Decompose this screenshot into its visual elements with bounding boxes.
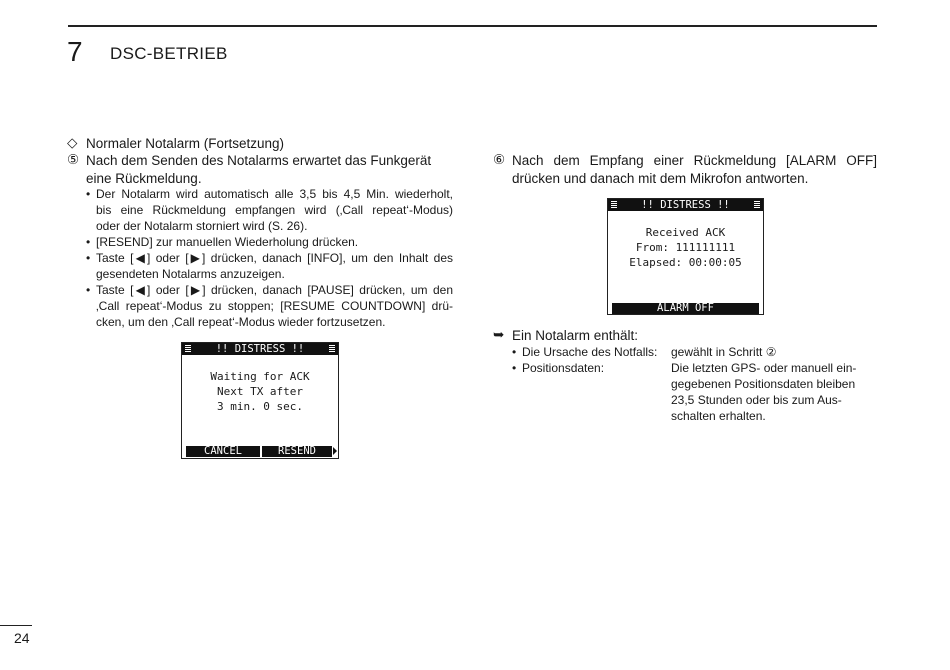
resend-softkey[interactable]: RESEND [262, 446, 332, 457]
lcd-line: Next TX after [216, 385, 304, 398]
lcd-line: Waiting for ACK [210, 370, 310, 383]
bullet-dot: • [86, 251, 91, 265]
note-arrow-icon: ➥ [493, 327, 505, 342]
step-5-number: ⑤ [67, 152, 80, 167]
bullet-item [96, 282, 453, 330]
lcd-line: 3 min. 0 sec. [216, 400, 304, 413]
item-label: Positionsdaten: [522, 361, 605, 375]
menu-icon [611, 201, 617, 209]
menu-icon [329, 345, 335, 353]
bullet-item [96, 186, 453, 234]
scroll-right-icon [333, 447, 337, 455]
step-6-line: drücken und danach mit dem Mikrofon antworten. [512, 171, 809, 186]
bullet-line: [RESEND] zur manuellen Wiederholung drücken. [96, 235, 359, 249]
step-5-text [86, 152, 453, 188]
alarm-off-softkey[interactable]: ALARM OFF [612, 303, 759, 314]
lcd-screen-ack [607, 198, 764, 315]
bullet-dot: • [512, 345, 517, 359]
note-title: Ein Notalarm enthält: [512, 328, 639, 343]
bullet-dot: • [512, 361, 517, 375]
bullet-line: cken, um den ‚Call repeat‘-Modus wieder fortzusetzen. [96, 315, 386, 329]
item-value [671, 360, 877, 424]
bullet-line: ‚Call repeat‘-Modus zu stoppen; [RESUME COUNTDOWN] drü- [96, 299, 453, 313]
bullet-line: Der Notalarm wird automatisch alle 3,5 bis 4,5 Min. wiederholt, [96, 187, 453, 201]
menu-icon [185, 345, 191, 353]
lcd-title-bar [608, 199, 763, 211]
diamond-icon: ◇ [67, 135, 78, 150]
bullet-dot: • [86, 187, 91, 201]
step-5-line: Nach dem Senden des Notalarms erwartet das Funkgerät [86, 153, 432, 168]
item-line: 23,5 Stunden oder bis zum Aus- [671, 393, 842, 407]
lcd-line: From: 111111111 [635, 241, 736, 254]
footer-rule [0, 625, 32, 626]
lcd-title: !! DISTRESS !! [215, 343, 305, 355]
bullet-line: bis eine Rückmeldung empfangen wird (‚Call repeat‘-Modus) [96, 203, 453, 217]
item-line: schalten erhalten. [671, 409, 766, 423]
step-6-line: Nach dem Empfang einer Rückmeldung [ALARM OFF] [512, 153, 877, 168]
item-line: gewählt in Schritt ② [671, 345, 777, 359]
bullet-line: oder der Notalarm storniert wird (S. 26). [96, 219, 308, 233]
chapter-title: DSC-BETRIEB [110, 44, 228, 63]
bullet-line: Taste [◀] oder [▶] drücken, danach [PAUSE] drücken, um den [96, 283, 453, 297]
section-title: Normaler Notalarm (Fortsetzung) [86, 136, 285, 151]
chapter-number: 7 [67, 36, 83, 67]
bullet-line: gesendeten Notalarms anzuzeigen. [96, 267, 285, 281]
bullet-line: Taste [◀] oder [▶] drücken, danach [INFO], um den Inhalt des [96, 251, 453, 265]
cancel-softkey[interactable]: CANCEL [186, 446, 260, 457]
bullet-item [96, 234, 453, 250]
item-line: Die letzten GPS- oder manuell ein- [671, 361, 857, 375]
item-value [671, 344, 877, 360]
lcd-title-bar [182, 343, 338, 355]
lcd-line: Received ACK [645, 226, 726, 239]
menu-icon [754, 201, 760, 209]
step-6-text [512, 152, 877, 188]
bullet-dot: • [86, 235, 91, 249]
page-number: 24 [14, 630, 30, 646]
bullet-dot: • [86, 283, 91, 297]
lcd-line: Elapsed: 00:00:05 [629, 256, 742, 269]
step-5-line: eine Rückmeldung. [86, 171, 202, 186]
step-6-number: ⑥ [493, 152, 506, 167]
header-rule [68, 25, 877, 27]
bullet-item [96, 250, 453, 282]
item-label: Die Ursache des Notfalls: [522, 345, 658, 359]
lcd-screen-waiting [181, 342, 339, 459]
item-line: gegebenen Positionsdaten bleiben [671, 377, 856, 391]
lcd-title: !! DISTRESS !! [641, 199, 730, 211]
